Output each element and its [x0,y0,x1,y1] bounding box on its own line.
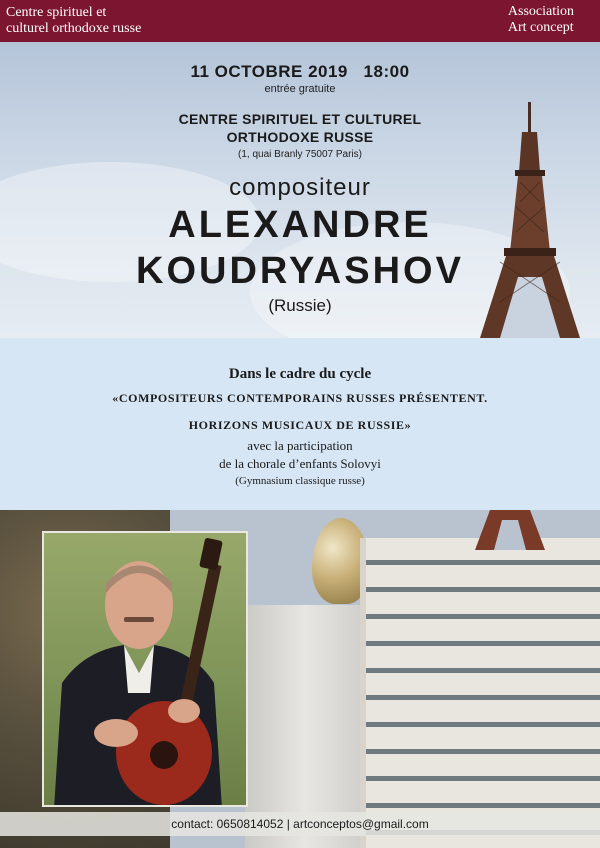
artist-role: compositeur [229,174,371,201]
cycle-intro: Dans le cadre du cycle [228,366,372,382]
header-bar [0,0,600,42]
modern-building-photo-area [360,538,600,848]
artist-country: (Russie) [268,296,332,315]
cycle-title-line2: HORIZONS MUSICAUX DE RUSSIE» [188,418,412,432]
participation-text: avec la participation [247,438,353,453]
venue-name: CENTRE SPIRITUEL ET CULTUREL ORTHODOXE RUSSE [178,111,422,145]
artist-portrait-photo [42,531,248,807]
organizer-right: Association Art concept [507,4,574,35]
artist-last-name: KOUDRYASHOV [136,250,464,292]
cycle-info-panel [0,338,600,510]
entry-note: entrée gratuite [264,83,336,95]
organizer-left: Centre spirituel et culturel orthodoxe russe [6,5,142,36]
eiffel-tower-base-illustration [470,510,550,550]
cycle-title-line1: «COMPOSITEURS CONTEMPORAINS RUSSES PRÉSENTENT. [112,391,488,405]
artist-with-guitar-illustration [44,533,248,807]
venue-address: (1, quai Branly 75007 Paris) [238,149,362,160]
choir-name: de la chorale d’enfants Solovyi [219,456,381,471]
contact-bar: contact: 0650814052 | artconceptos@gmail.com [0,812,600,836]
choir-school: (Gymnasium classique russe) [235,475,365,487]
event-date-time: 11 OCTOBRE 2019 18:00 [190,62,410,81]
artist-first-name: ALEXANDRE [168,204,432,246]
